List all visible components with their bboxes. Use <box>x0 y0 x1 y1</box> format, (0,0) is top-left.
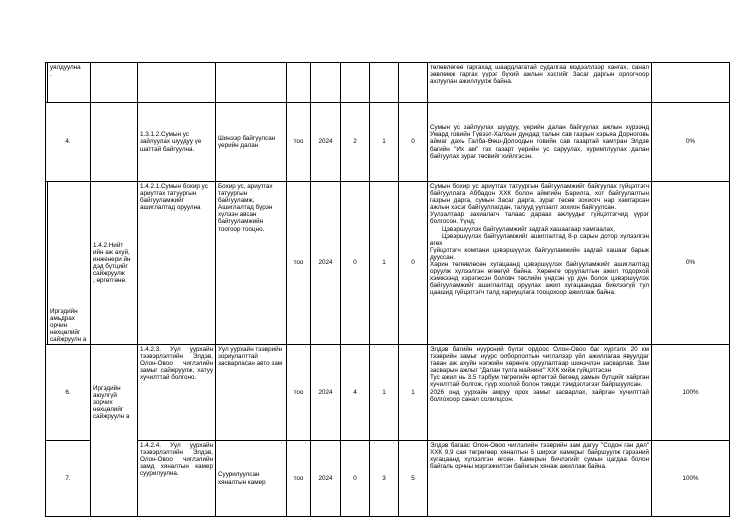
cell-value-1: 4 <box>341 345 370 441</box>
cell-description: Элдэв багаас Олон-Овоо чиглэлийн тээврийн зам дагуу "Содон ган дөл" ХХК 9,9 сая төгрөгөөр хяналтын 5 ширхэг камерыг байршуулж гэрээний хугацаанд хүлээлгэн өгсөн. Камерын бичлэгийг сумын цагдаа болон байгаль орчны мэргэжилтэн байнгын хянаж ажиллаж байна. <box>428 441 652 517</box>
cell-unit: тоо <box>287 345 311 441</box>
desc-paragraph: Цэвэршүүлэх байгууламжийг ашиглалтад 8-р сарын дотор хүлээлгэн өгөх <box>430 232 649 247</box>
cell-activity <box>138 63 216 103</box>
cell-value-1: 0 <box>341 441 370 517</box>
cell-subcategory <box>91 103 138 182</box>
cell-percent <box>652 63 730 103</box>
cell-year: 2024 <box>311 441 341 517</box>
cell-number: 4. <box>46 103 91 182</box>
desc-paragraph: Уулзалтаар захиалагч талаас дараах ажлуудыг гүйцэтгэгчид үүрэг болгосон. Үүнд: <box>430 211 649 226</box>
cell-number: 6. <box>46 345 91 441</box>
cell-value-2 <box>370 63 399 103</box>
cell-activity: 1.4.2.1.Сумын бохир ус ариутгах татуургын байгууламжийг ашиглалтад оруулна <box>138 182 216 345</box>
cell-percent: 100% <box>652 345 730 441</box>
cell-activity: 1.4.2.4. Уул уурхайн тээвэрлэлтийн Элдэв, Олон-Овоо чиглэлийн замд хяналтын камер суурилуулна. <box>138 441 216 517</box>
cell-value-2: 3 <box>370 441 399 517</box>
cell-unit: тоо <box>287 441 311 517</box>
cell-value-2: 1 <box>370 103 399 182</box>
cell-value-1: 0 <box>341 182 370 345</box>
cell-category-merged: Иргэдийн амьдрах орчин нөхцөлийг сайжруулн а <box>48 182 91 345</box>
cell-value-3 <box>399 63 428 103</box>
report-table <box>45 62 730 517</box>
cell-description <box>428 182 652 345</box>
cell-activity: 1.3.1.2.Сумын ус зайлуулах шуудуу үе шаттай байгуулна. <box>138 103 216 182</box>
cell-description: Сумын ус зайлуулах шуудуу, үерийн далан байгуулах ажлын хүрээнд Умард говийн Гүвээт-Халхын дундад талын сав газрын хэрьяа Дорноговь аймаг дахь Галба-Өөш-Долоодын говийн сав газартай хамтран Элдэв багийн "Их ам" гэх газарт үерийн ус саруулах, хуримтлуулах далан байгуулах зураг төсвийг хийлгэсэн. <box>428 103 652 182</box>
cell-value-1 <box>341 63 370 103</box>
cell-indicator: Бохир ус, ариутгах татуургын байгууламж, Ашиглалтад бүрэн хүлээн авсан байгууламжийн тоогоор тооцно. <box>216 182 287 345</box>
cell-percent: 100% <box>652 441 730 517</box>
cell-activity: 1.4.2.3. Уул уурхайн тээвэрлэлтийн Элдэв, Олон-Овоо чиглэлийн замыг сайжруулж, хатуу хучилттай болгоно. <box>138 345 216 441</box>
cell-percent: 0% <box>652 182 730 345</box>
cell-year: 2024 <box>311 345 341 441</box>
cell-unit <box>287 63 311 103</box>
table-row <box>46 63 730 103</box>
cell-subcategory: Иргэдийн аюулгүй зорчих нөхцөлийг сайжруулн а <box>91 345 138 517</box>
desc-paragraph: Харин төлөвлөсөн хугацаанд цэвэршүүлэх байгууламжийг ашиглалтад оруулж хүлээлгэн өгөөгүй байна. Хөрөнгө оруулалтын ажил тодорхой хэмжээнд хэрэгжсэн боловч төслийн үндсэн үр дүн болох цэвэршүүлэх байгууламжийг ашиглалтад оруулах ажил хугацаандаа биелээгүй тул цаашид гүйцэтгэгч талд хариуцлага тооцохоор ажиллаж байна. <box>430 261 649 297</box>
cell-description: төлөвлөгөө гаргахад шаардлагатай судалгаа мэдээллээр хангах, санал зөвлөмж гаргах үүрэг бүхий ажлын хэсгийг Засаг даргын орлогчоор ахлуулан ажиллуулж байна. <box>428 63 652 103</box>
cell-unit: тоо <box>287 103 311 182</box>
desc-paragraph: Гүйцэтгэгч компани цэвэршүүлэх байгууламжийн задгай хашааг барьж дууссан. <box>430 246 649 261</box>
cell-indicator <box>216 63 287 103</box>
cell-indicator: Шинээр байгуулсан үерийн далан <box>216 103 287 182</box>
cell-value-2: 1 <box>370 182 399 345</box>
cell-value-2: 1 <box>370 345 399 441</box>
table-row <box>46 182 730 345</box>
cell-indicator: Суурилуулсан хяналтын камер <box>216 441 287 517</box>
cell-value-3: 1 <box>399 345 428 441</box>
cell-value-1: 2 <box>341 103 370 182</box>
cell-percent: 0% <box>652 103 730 182</box>
cell-category: уялдуулна . <box>48 63 91 103</box>
cell-value-3: 0 <box>399 182 428 345</box>
cell-year <box>311 63 341 103</box>
cell-subcategory <box>91 63 138 103</box>
cell-subcategory: 1.4.2.Нийт ийн аж ахуй, инженери йн дэд бүтцийг сайжруулж , өргөтгөнө. <box>91 182 138 345</box>
cell-number: 7. <box>46 441 91 517</box>
cell-year: 2024 <box>311 182 341 345</box>
cell-value-3: 5 <box>399 441 428 517</box>
table-row <box>46 441 730 517</box>
cell-value-3: 0 <box>399 103 428 182</box>
desc-paragraph: Цэвэршүүлэх байгууламжийг задгай хашаагаар хамгаалах, <box>442 225 615 233</box>
cell-unit: тоо <box>287 182 311 345</box>
table-row <box>46 345 730 441</box>
desc-paragraph: Сумын бохир ус ариутгах татуургын байгууламжийг байгуулах гүйцэтгэгч байгууллага Аббадон ХХК болон аймгийн Барилга, хот байгуулалтын газрын дарга, сумын Засаг дарга, зураг төсөв зохиогч нар хамтарсан ажлын хэсэг байгууллагдан, талууд уулзалт зохион байгуулсан. <box>430 183 649 212</box>
cell-year: 2024 <box>311 103 341 182</box>
cell-description: Элдэв багийн нүүрсний бүлэг ордоос Олон-Овоо баг хүртэлх 20 км тээврийн замыг нүүрс олборлолтын чиглэлээр үйл ажиллагаа явуулдаг таван аж ахуйн нэгжийн хөрөнгө оруулалтаар шинэчлэн засварлав. Зам засварын ажлыг "Далан тулга майнинг" ХХК хийж гүйцэтгэсэн Тус ажил нь 3.5 тэрбум төгрөгийн өртөгтэй бөгөөд замын бүтцийг хайрган хучилттай болгож, гүүр хоолой болон тэмдэг тэмдэглэгээг байршуулсан. 2026 онд уурхайн амруу орох замыг засварлах, хайрган хучилттай болгохоор санал солилцсон. <box>428 345 652 441</box>
cell-indicator: Уул уурхайн тээврийн зориулалттай засварласан авто зам <box>216 345 287 441</box>
table-row <box>46 103 730 182</box>
